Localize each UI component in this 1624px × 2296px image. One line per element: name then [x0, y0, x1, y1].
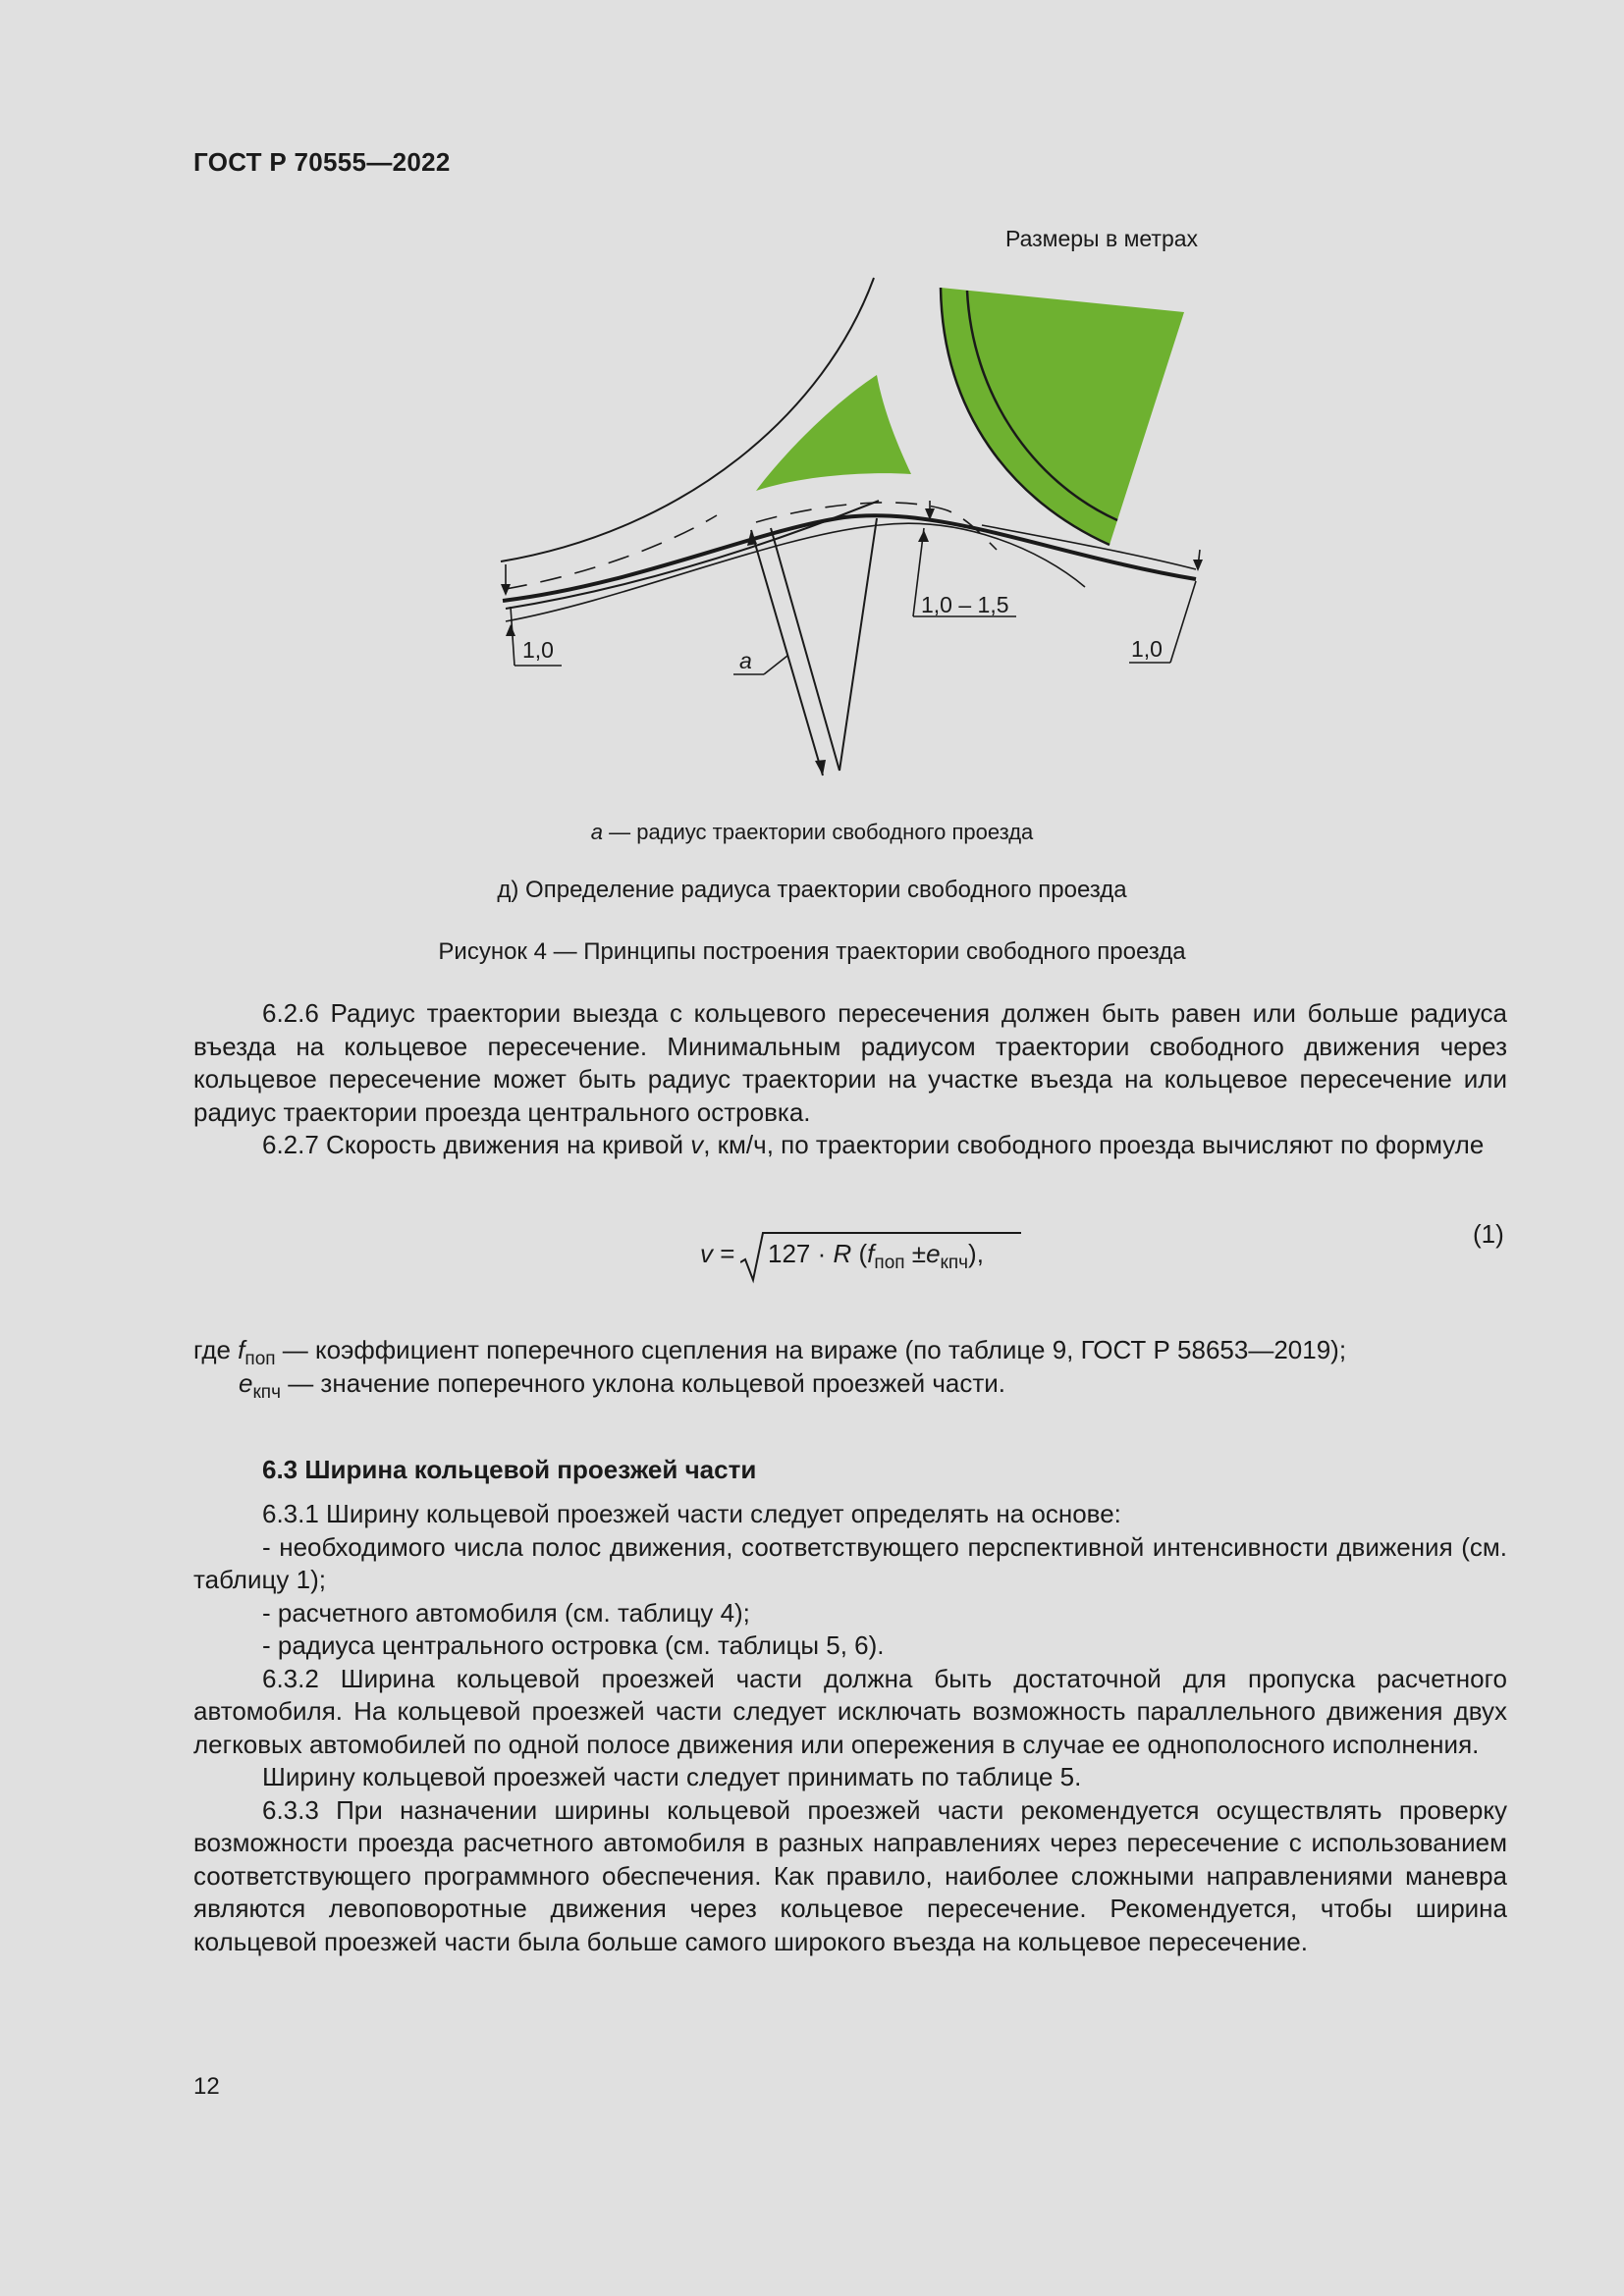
legend-prefix: где [193, 1335, 239, 1364]
central-island [941, 288, 1184, 545]
paragraph-6-3-3: 6.3.3 При назначении ширины кольцевой проезжей части рекомендуется осуществлять проверку возможности проезда расчетного автомобиля в разных направлениях через пересечение с использованием соответствующего программного обеспечения. Как правило, наиболее сложными направлениями маневра являются левоповоротные движения через кольцевое пересечение. Рекомендуется, чтобы ширина кольцевой проезжей части была больше самого широкого въезда на кольцевое пересечение. [193, 1794, 1507, 1956]
legend-e-sub: кпч [252, 1382, 281, 1403]
formula-f: f [867, 1239, 875, 1268]
formula-pm: ± [904, 1239, 927, 1268]
radius-line-left [751, 530, 823, 775]
legend-f: f [238, 1335, 245, 1364]
body-paragraphs-6-2 [193, 997, 1507, 1162]
speed-formula [697, 1229, 1021, 1284]
radius-label: a [739, 648, 752, 673]
figure-legend [0, 820, 1624, 845]
standard-designation: ГОСТ Р 70555—2022 [193, 147, 451, 177]
page-number: 12 [193, 2073, 220, 2100]
radius-arrowhead-bottom [815, 760, 826, 775]
offset-label-center: 1,0 – 1,5 [921, 592, 1009, 617]
radius-line-mid [771, 528, 839, 771]
paragraph-6-2-7 [193, 1129, 1507, 1162]
section-title-6-3: 6.3 Ширина кольцевой проезжей части [262, 1455, 757, 1484]
equation-number: (1) [1473, 1219, 1504, 1249]
offset-label-right: 1,0 [1131, 636, 1163, 662]
formula-r: R [833, 1239, 852, 1268]
formula-equals: = [713, 1239, 735, 1268]
bullet-item: - расчетного автомобиля (см. таблицу 4); [262, 1597, 750, 1628]
offset-label-left: 1,0 [522, 637, 554, 663]
bullet-item: - необходимого числа полос движения, соответствующего перспективной интенсивности движения (см. таблицу 1); [193, 1531, 1507, 1594]
formula-e-sub: кпч [940, 1253, 969, 1273]
legend-f-sub: поп [244, 1349, 276, 1369]
legend-text: — радиус траектории свободного проезда [602, 820, 1034, 844]
radius-line-right [839, 518, 877, 771]
splitter-island [756, 375, 911, 491]
paragraph-6-3-2: 6.3.2 Ширина кольцевой проезжей части должна быть достаточной для пропуска расчетного автомобиля. На кольцевой проезжей части следует исключать возможность параллельного движения двух легковых автомобилей по одной полосе движения или опережения в случае ее однополосного исполнения. [193, 1663, 1507, 1759]
formula-radicand [768, 1239, 984, 1273]
paragraph-6-2-7-var: v [690, 1130, 704, 1159]
bullet-item: - радиуса центрального островка (см. таблицы 5, 6). [262, 1630, 885, 1660]
formula-coef: 127 · [768, 1239, 834, 1268]
formula-e: e [926, 1239, 941, 1268]
legend-e-desc: — значение поперечного уклона кольцевой проезжей части. [280, 1368, 1006, 1398]
body-paragraphs-6-3 [193, 1498, 1507, 1958]
dimensions-note: Размеры в метрах [1005, 226, 1199, 251]
legend-e: e [239, 1368, 253, 1398]
figure-subcaption: д) Определение радиуса траектории свободного проезда [497, 877, 1127, 903]
paragraph-6-2-7-text-b: , км/ч, по траектории свободного проезда вычисляют по формуле [703, 1130, 1485, 1159]
paragraph-6-2-6: 6.2.6 Радиус траектории выезда с кольцевого пересечения должен быть равен или больше радиуса въезда на кольцевое пересечение. Минимальным радиусом траектории свободного движения через кольцевое пересечение может быть радиус траектории на участке въезда на кольцевое пересечение или радиус траектории проезда центрального островка. [193, 998, 1507, 1127]
legend-letter: a [590, 820, 603, 844]
formula-legend [193, 1333, 1507, 1403]
formula-paren: ( [851, 1239, 868, 1268]
legend-f-desc: — коэффициент поперечного сцепления на вираже (по таблице 9, ГОСТ Р 58653—2019); [275, 1335, 1347, 1364]
trajectory-diagram [481, 260, 1227, 795]
legend-row-e [193, 1366, 1507, 1403]
formula-f-sub: поп [874, 1253, 905, 1273]
outer-road-edge [501, 278, 874, 561]
legend-row-f [193, 1333, 1507, 1369]
figure-caption: Рисунок 4 — Принципы построения траектории свободного проезда [438, 938, 1186, 965]
formula-lhs: v [700, 1239, 713, 1268]
formula-tail: ), [968, 1239, 984, 1268]
paragraph-6-3-2-table-ref: Ширину кольцевой проезжей части следует принимать по таблице 5. [262, 1762, 1082, 1791]
paragraph-6-3-1: 6.3.1 Ширину кольцевой проезжей части следует определять на основе: [262, 1499, 1121, 1528]
paragraph-6-2-7-text-a: 6.2.7 Скорость движения на кривой [262, 1130, 691, 1159]
